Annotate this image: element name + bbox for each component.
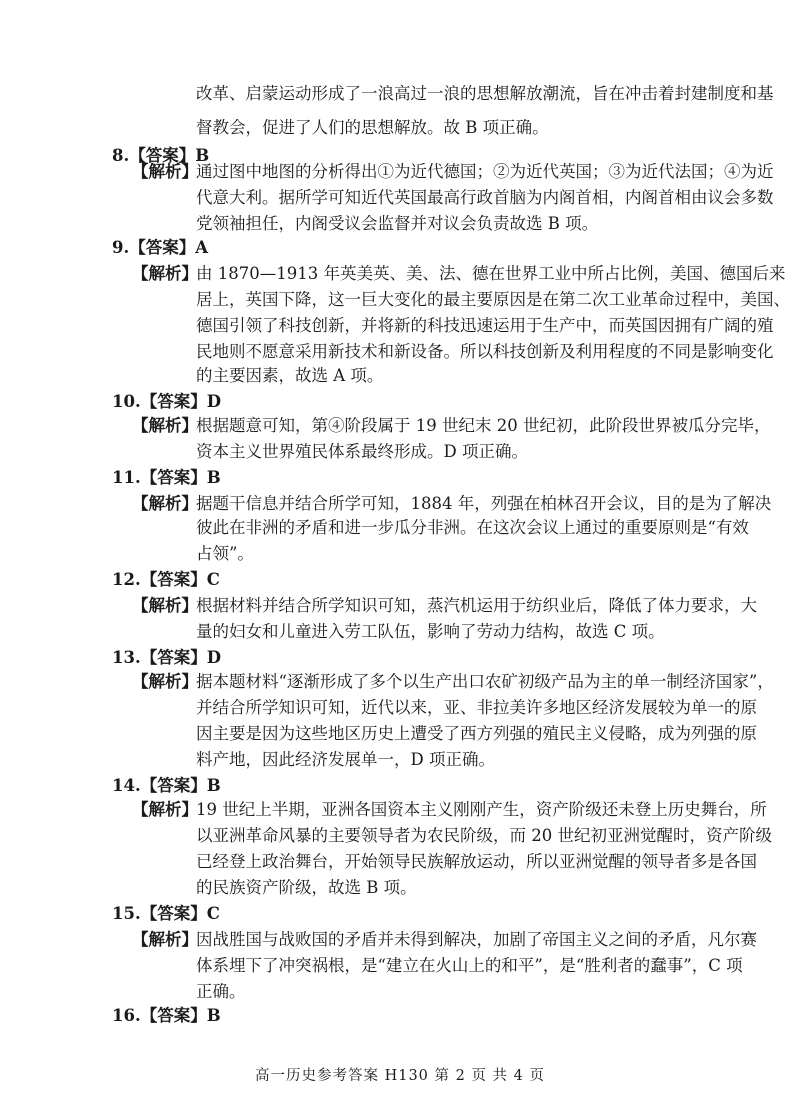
- page-footer: 高一历史参考答案 H130 第 2 页 共 4 页: [254, 1068, 546, 1084]
- explanation-line: 的主要因素，故选 A 项。: [196, 366, 384, 385]
- explanation-line: 通过图中地图的分析得出①为近代德国；②为近代英国；③为近代法国；④为近: [196, 162, 774, 181]
- explanation-line: 代意大利。据所学可知近代英国最高行政首脑为内阁首相，内阁首相由议会多数: [196, 188, 774, 207]
- explanation-label-14: 【解析】: [132, 800, 198, 819]
- explanation-line: 根据题意可知，第④阶段属于 19 世纪末 20 世纪初，此阶段世界被瓜分完毕，: [196, 416, 771, 435]
- explanation-label-15: 【解析】: [132, 930, 198, 949]
- answer-12: 12.【答案】C: [112, 570, 220, 589]
- explanation-line: 由 1870—1913 年英美英、美、法、德在世界工业中所占比例，美国、德国后来: [196, 264, 786, 283]
- explanation-label-13: 【解析】: [132, 672, 198, 691]
- explanation-line: 据本题材料“逐渐形成了多个以生产出口农矿初级产品为主的单一制经济国家”，: [196, 672, 774, 691]
- explanation-label-9: 【解析】: [132, 264, 198, 283]
- explanation-line: 体系埋下了冲突祸根，是“建立在火山上的和平”，是“胜利者的蠢事”，C 项: [196, 956, 743, 975]
- answer-15: 15.【答案】C: [112, 904, 220, 923]
- explanation-line: 占领”。: [196, 544, 254, 563]
- answer-9: 9.【答案】A: [112, 238, 209, 257]
- explanation-line: 党领袖担任，内阁受议会监督并对议会负责故选 B 项。: [196, 214, 599, 233]
- answer-13: 13.【答案】D: [112, 648, 222, 667]
- explanation-line: 并结合所学知识可知，近代以来，亚、非拉美许多地区经济发展较为单一的原: [196, 698, 757, 717]
- explanation-line: 根据材料并结合所学知识可知，蒸汽机运用于纺织业后，降低了体力要求，大: [196, 596, 757, 615]
- explanation-line: 德国引领了科技创新，并将新的科技迅速运用于生产中，而英国因拥有广阔的殖: [196, 316, 774, 335]
- explanation-line: 因战胜国与战败国的矛盾并未得到解决，加剧了帝国主义之间的矛盾，凡尔赛: [196, 930, 757, 949]
- explanation-label-11: 【解析】: [132, 494, 198, 513]
- explanation-line: 居上，英国下降，这一巨大变化的最主要原因是在第二次工业革命过程中，美国、: [196, 290, 790, 309]
- explanation-line: 民地则不愿意采用新技术和新设备。所以科技创新及利用程度的不同是影响变化: [196, 342, 774, 361]
- explanation-label-10: 【解析】: [132, 416, 198, 435]
- intro-line: 督教会，促进了人们的思想解放。故 B 项正确。: [196, 118, 549, 137]
- explanation-line: 据题干信息并结合所学可知，1884 年，列强在柏林召开会议，目的是为了解决: [196, 494, 772, 513]
- explanation-line: 彼此在非洲的矛盾和进一步瓜分非洲。在这次会议上通过的重要原则是“有效: [196, 518, 749, 537]
- explanation-label-12: 【解析】: [132, 596, 198, 615]
- answer-16: 16.【答案】B: [112, 1006, 221, 1025]
- explanation-line: 19 世纪上半期，亚洲各国资本主义刚刚产生，资产阶级还未登上历史舞台，所: [196, 800, 767, 819]
- explanation-line: 因主要是因为这些地区历史上遭受了西方列强的殖民主义侵略，成为列强的原: [196, 724, 757, 743]
- explanation-label-8: 【解析】: [132, 162, 198, 181]
- intro-line: 改革、启蒙运动形成了一浪高过一浪的思想解放潮流，旨在冲击着封建制度和基: [196, 84, 774, 103]
- answer-10: 10.【答案】D: [112, 392, 222, 411]
- explanation-line: 料产地，因此经济发展单一，D 项正确。: [196, 750, 495, 769]
- explanation-line: 的民族资产阶级，故选 B 项。: [196, 878, 417, 897]
- explanation-line: 已经登上政治舞台，开始领导民族解放运动，所以亚洲觉醒的领导者多是各国: [196, 852, 757, 871]
- answer-11: 11.【答案】B: [112, 468, 221, 487]
- answer-14: 14.【答案】B: [112, 776, 221, 795]
- explanation-line: 量的妇女和儿童进入劳工队伍，影响了劳动力结构，故选 C 项。: [196, 622, 665, 641]
- answer-8: 8.【答案】B: [112, 146, 210, 165]
- explanation-line: 资本主义世界殖民体系最终形成。D 项正确。: [196, 442, 528, 461]
- explanation-line: 正确。: [196, 982, 246, 1001]
- explanation-line: 以亚洲革命风暴的主要领导者为农民阶级，而 20 世纪初亚洲觉醒时，资产阶级: [196, 826, 772, 845]
